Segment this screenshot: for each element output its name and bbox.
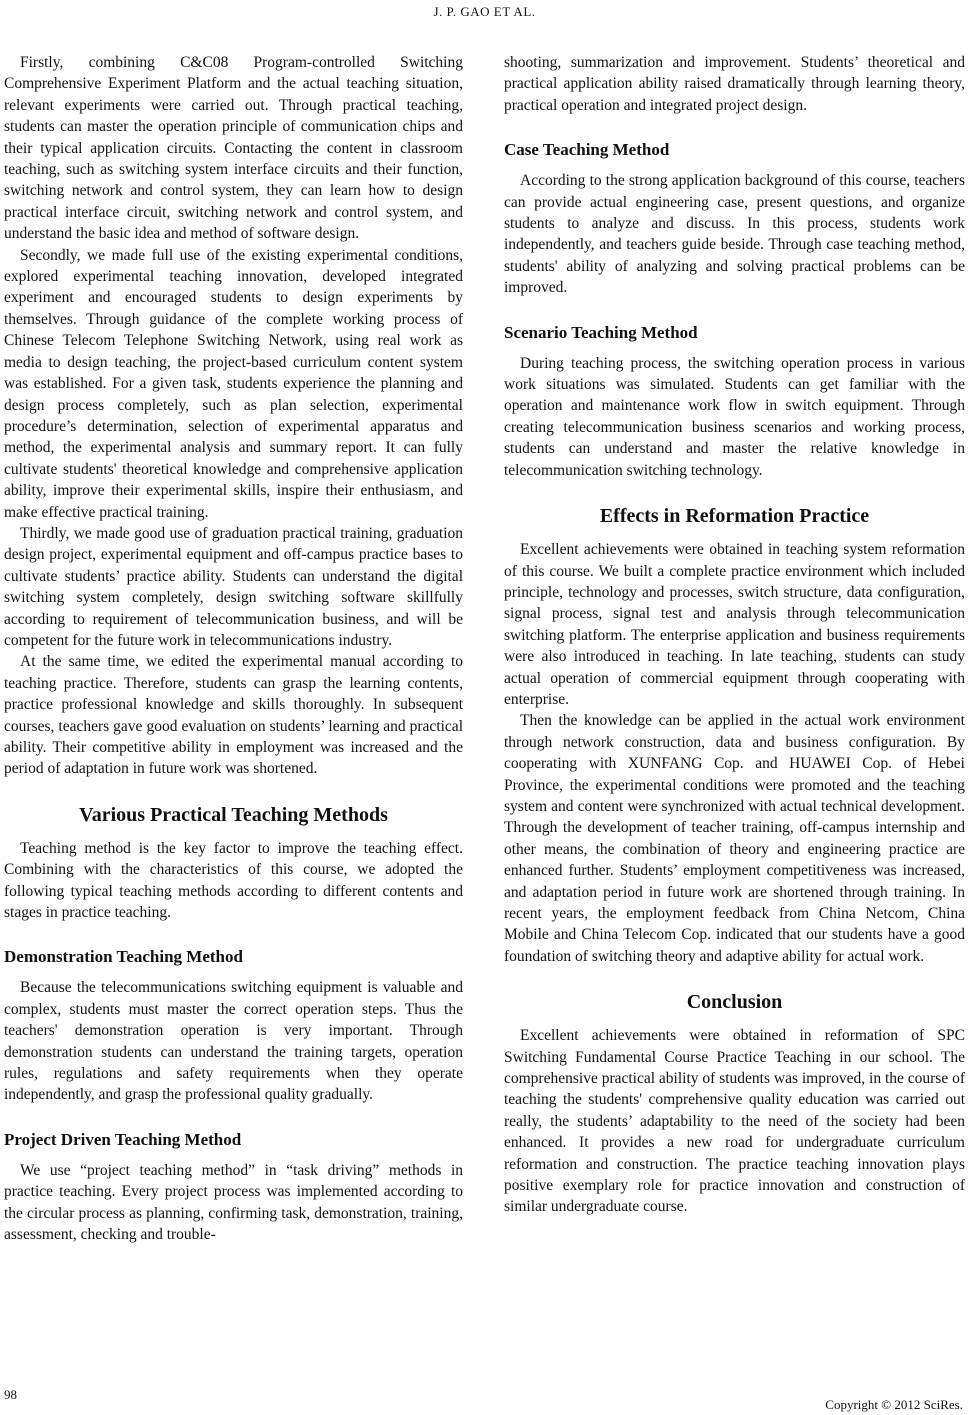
paragraph: During teaching process, the switching operation process in various work situations was simulated. Students can get familiar with the operation and maintenance work flow in switch equipment. Through creating telecommunication business scenarios and working process, students can understand and master the relative knowledge in telecommunication switching technology. [504, 354, 965, 479]
paragraph: We use “project teaching method” in “task driving” methods in practice teaching. Every project process was implemented according to the circular process as planning, confirming task, demonstration, training, assessment, checking and trouble- [4, 1161, 463, 1244]
section-heading-various-methods: Various Practical Teaching Methods [79, 803, 388, 826]
left-column [4, 52, 463, 1246]
section-heading-conclusion: Conclusion [686, 991, 783, 1014]
paragraph: Because the telecommunications switching equipment is valuable and complex, students must master the correct operation steps. Thus the teachers' demonstration operation is very important. Through demonstration students can understand the training targets, operation rules, regulations and safety requirements when they operate independently, and grasp the professional quality gradually. [4, 979, 463, 1104]
subheading-project-driven: Project Driven Teaching Method [4, 1129, 242, 1149]
paragraph: Thirdly, we made good use of graduation practical training, graduation design project, experimental equipment and off-campus practice bases to cultivate students’ practice ability. Students can understand the digital switching system completely, design switching software skillfully according to requirement of telecommunication business, and will be competent for the future work in telecommunications industry. [4, 524, 463, 649]
subheading-scenario-teaching: Scenario Teaching Method [504, 322, 698, 342]
paragraph: Firstly, combining C&C08 Program-controlled Switching Comprehensive Experiment Platform and the actual teaching situation, relevant experiments were carried out. Through practical teaching, students can master the operation principle of communication chips and their typical application circuits. Contacting the content in classroom teaching, such as switching system interface circuits and their function, switching network and control system, they can learn how to design practical interface circuit, switching network and control system, and understand the basic idea and method of software design. [4, 54, 463, 243]
paragraph: Teaching method is the key factor to improve the teaching effect. Combining with the characteristics of this course, we adopted the following typical teaching methods according to different contents and stages in practice teaching. [4, 839, 463, 922]
paragraph: shooting, summarization and improvement. Students’ theoretical and practical application ability raised dramatically through learning theory, practical operation and integrated project design. [504, 54, 965, 114]
section-heading-effects: Effects in Reformation Practice [599, 505, 870, 528]
copyright-notice: Copyright © 2012 SciRes. [825, 1397, 963, 1412]
page-number: 98 [4, 1387, 17, 1402]
subheading-demonstration: Demonstration Teaching Method [4, 947, 243, 967]
right-column [504, 52, 965, 1218]
paragraph: At the same time, we edited the experimental manual according to teaching practice. Therefore, students can grasp the learning contents, practice professional knowledge and skills thoroughly. In subsequent courses, teachers gave good evaluation on students’ learning and practical ability. Their competitive ability in employment was increased and the period of adaptation in future work was shortened. [4, 653, 463, 778]
subheading-case-teaching: Case Teaching Method [504, 140, 670, 160]
paragraph: Then the knowledge can be applied in the actual work environment through network construction, data and business configuration. By cooperating with XUNFANG Cop. and HUAWEI Cop. of Hebei Province, the experimental conditions were promoted and the teaching system and content were synchronized with actual technical development. Through the development of teacher training, off-campus internship and other means, the combination of theory and engineering practice are enhanced further. Students’ employment competitiveness was increased, and adaptation period in future work are shortened through training. In recent years, the employment feedback from China Netcom, China Mobile and China Telecom Cop. indicated that our students have a good foundation of switching theory and adaptive ability for actual work. [504, 712, 965, 965]
running-head: J. P. GAO ET AL. [433, 4, 536, 19]
paragraph: Excellent achievements were obtained in teaching system reformation of this course. We built a complete practice environment which included principle, technology and processes, switch structure, data configuration, signal process, signal test and analysis through telecommunication switching platform. The enterprise application and business requirements were also introduced in teaching. In late teaching, students can study actual operation of commercial equipment through cooperating with enterprise. [504, 541, 965, 708]
paragraph: Secondly, we made full use of the existing experimental conditions, explored experimental teaching innovation, developed integrated experiment and encouraged students to design experiments by themselves. Through guidance of the complete working process of Chinese Telecom Telephone Switching Network, using real work as media to design teaching, the project-based curriculum content system was established. For a given task, students experience the planning and design process completely, such as plan selection, experimental procedure’s determination, selection of experimental apparatus and method, the experimental analysis and summary report. It can fully cultivate students' theoretical knowledge and comprehensive application ability, improve their experimental skills, inspire their enthusiasm, and make effective practical training. [4, 246, 463, 521]
paragraph: Excellent achievements were obtained in reformation of SPC Switching Fundamental Course Practice Teaching in our school. The comprehensive practical ability of students was improved, in the course of teaching the students' comprehensive quality education was carried out really, the students’ adaptability to the need of the society had been enhanced. It provides a new road for undergraduate curriculum reformation and construction. The practice teaching innovation plays positive exemplary role for practice innovation and construction of similar undergraduate course. [504, 1027, 965, 1216]
paragraph: According to the strong application background of this course, teachers can provide actual engineering case, present questions, and organize students to analyze and discuss. In this process, students work independently, and teachers guide beside. Through case teaching method, students' ability of analyzing and solving practical problems can be improved. [504, 172, 965, 297]
